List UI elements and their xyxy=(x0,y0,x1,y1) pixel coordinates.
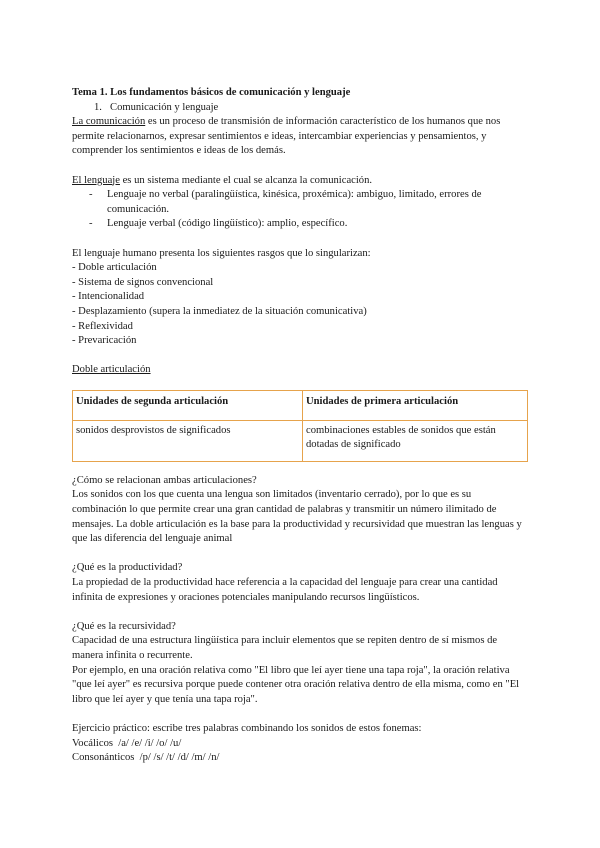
table-header: Unidades de segunda articulación xyxy=(73,390,303,420)
exercise-intro: Ejercicio práctico: escribe tres palabras combinando los sonidos de estos fonemas: xyxy=(72,722,422,734)
example-paragraph: Por ejemplo, en una oración relativa como "El libro que leí ayer tiene una tapa roja", la oración relativa "que leí ayer" es recursiva porque puede contener otra oración relativa dentro de ella misma, como en "El libro que leí ayer y que tenía una tapa roja". xyxy=(72,664,520,705)
lenguaje-term: El lenguaje xyxy=(72,174,120,186)
list-item-text: Lenguaje verbal (código lingüístico): amplio, específico. xyxy=(107,218,348,230)
list-item: - Desplazamiento (supera la inmediatez de la situación comunicativa) xyxy=(72,305,367,317)
vocalicos-line: Vocálicos /a/ /e/ /i/ /o/ /u/ xyxy=(72,737,182,749)
answer-paragraph: La propiedad de la productividad hace referencia a la capacidad del lenguaje para crear una cantidad infinita de expresiones y oraciones potenciales manipulando recursos lingüísticos. xyxy=(72,577,498,603)
lenguaje-text: es un sistema mediante el cual se alcanza la comunicación. xyxy=(119,174,373,186)
table-header-row xyxy=(73,390,528,420)
question-heading: ¿Qué es la productividad? xyxy=(72,562,183,574)
table-cell: combinaciones estables de sonidos que están dotadas de significado xyxy=(303,420,528,461)
doble-heading: Doble articulación xyxy=(72,364,151,376)
articulation-table xyxy=(72,390,528,462)
list-item: - Sistema de signos convencional xyxy=(72,276,214,288)
table-header: Unidades de primera articulación xyxy=(303,390,528,420)
list-item: - Reflexividad xyxy=(72,320,133,332)
comunicacion-paragraph xyxy=(72,115,528,159)
rasgos-intro: El lenguaje humano presenta los siguientes rasgos que lo singularizan: xyxy=(72,247,371,259)
comunicacion-term: La comunicación xyxy=(72,116,146,128)
question-heading: ¿Cómo se relacionan ambas articulaciones? xyxy=(72,474,257,486)
consonanticos-line: Consonánticos /p/ /s/ /t/ /d/ /m/ /n/ xyxy=(72,752,220,764)
answer-paragraph: Los sonidos con los que cuenta una lengua son limitados (inventario cerrado), por lo que es su combinación lo que permite crear una gran cantidad de palabras y transmitir un número ilimitado de mensajes. La doble articulación es la base para la productividad y recursividad que muestran las lenguas y que las diferencia del lenguaje animal xyxy=(72,489,522,545)
list-item: - Doble articulación xyxy=(72,262,157,274)
document-page xyxy=(72,86,528,766)
lenguaje-paragraph xyxy=(72,174,528,189)
list-item: - Lenguaje verbal (código lingüístico): amplio, específico. xyxy=(89,218,348,230)
section-heading xyxy=(94,101,528,116)
list-item: - Prevaricación xyxy=(72,335,137,347)
page-title: Tema 1. Los fundamentos básicos de comunicación y lenguaje xyxy=(72,87,351,98)
question-heading: ¿Qué es la recursividad? xyxy=(72,620,176,632)
section-label: Comunicación y lenguaje xyxy=(110,101,219,113)
comunicacion-text: es un proceso de transmisión de información característico de los humanos que nos permite relacionarnos, expresar sentimientos e ideas, intercambiar experiencias y pensamientos, y comprender los sentimientos e ideas de los demás. xyxy=(72,116,501,157)
list-item-text: Lenguaje no verbal (paralingüística, kinésica, proxémica): ambiguo, limitado, errores de comunicación. xyxy=(107,189,482,215)
table-cell: sonidos desprovistos de significados xyxy=(73,420,303,461)
answer-paragraph: Capacidad de una estructura lingüística para incluir elementos que se repiten dentro de sí mismos de manera infinita o recurrente. xyxy=(72,635,498,661)
list-item: - Intencionalidad xyxy=(72,291,145,303)
section-number: 1. xyxy=(94,101,102,113)
table-row xyxy=(73,420,528,461)
list-item: - Lenguaje no verbal (paralingüística, kinésica, proxémica): ambiguo, limitado, errores de comunicación. xyxy=(89,189,482,215)
